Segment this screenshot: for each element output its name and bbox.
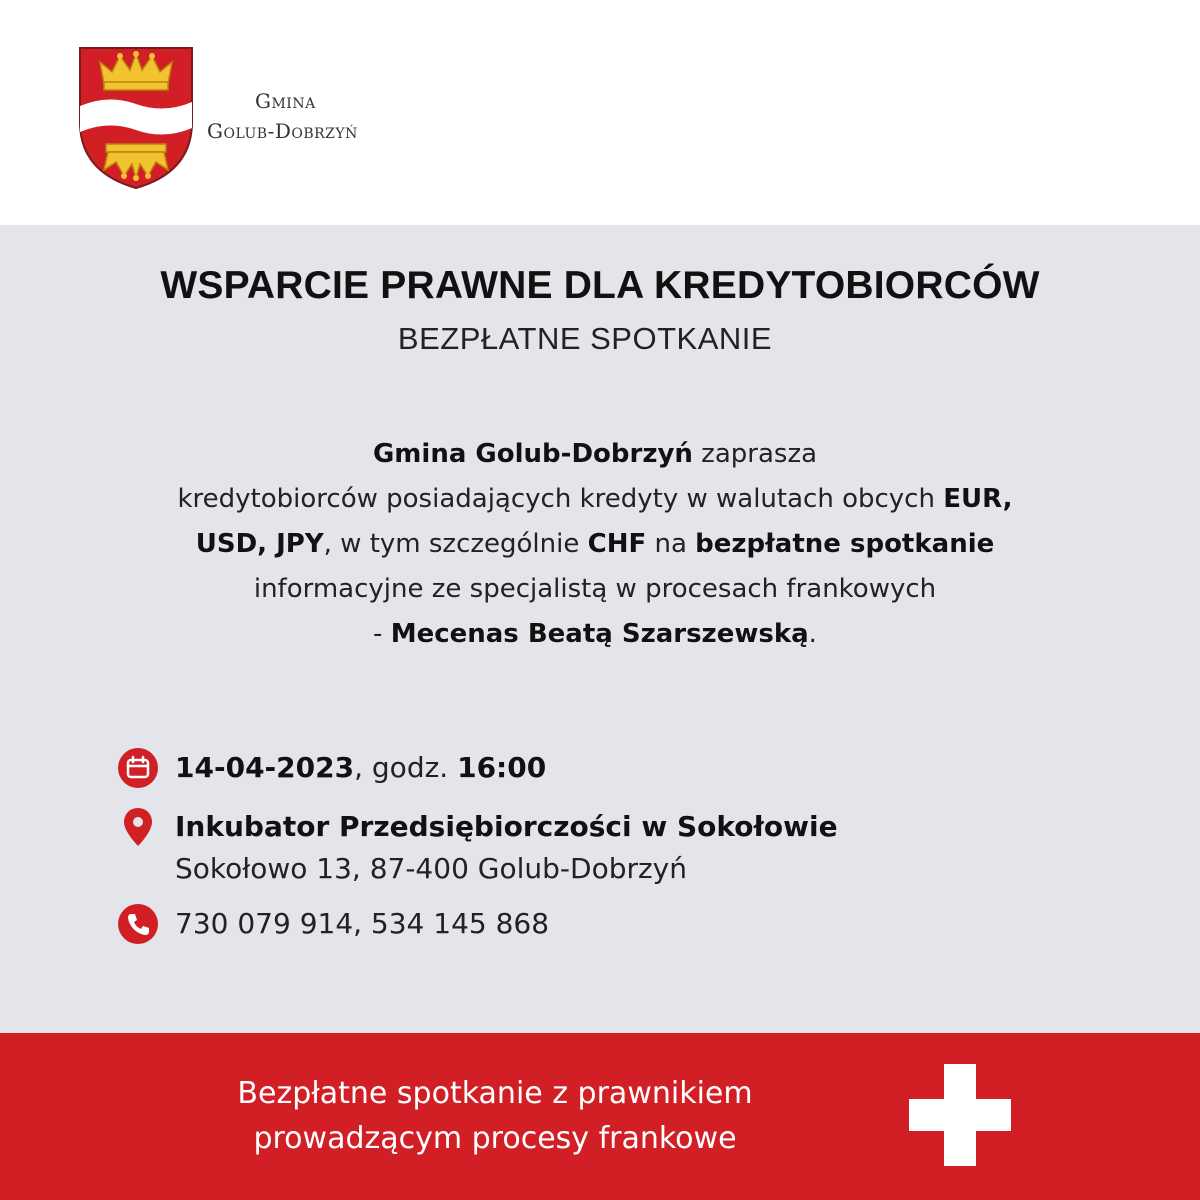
currency-mention: EUR, bbox=[943, 484, 1013, 514]
phone-numbers: 730 079 914, 534 145 868 bbox=[175, 907, 550, 940]
invitation-part: kredytobiorców posiadających kredyty w walutach obcych bbox=[177, 484, 944, 514]
date-value: 14-04-2023 bbox=[175, 751, 355, 784]
page-subtitle: BEZPŁATNE SPOTKANIE bbox=[397, 321, 773, 356]
invitation-part: informacyjne ze specjalistą w procesach frankowych bbox=[253, 574, 937, 604]
org-name-line1: Gmina bbox=[255, 89, 316, 113]
org-name bbox=[207, 86, 358, 146]
lawyer-name: Mecenas Beatą Szarszewską bbox=[390, 619, 809, 649]
invitation-text bbox=[40, 432, 1150, 657]
event-date bbox=[175, 747, 546, 789]
invitation-part: zaprasza bbox=[692, 439, 818, 469]
venue-address: Sokołowo 13, 87-400 Golub-Dobrzyń bbox=[175, 852, 687, 885]
org-name-line2: Golub-Dobrzyń bbox=[207, 119, 358, 143]
footer-line1: Bezpłatne spotkanie z prawnikiem bbox=[237, 1076, 753, 1111]
invitation-part: , w tym szczególnie bbox=[323, 529, 588, 559]
meeting-mention: bezpłatne spotkanie bbox=[695, 529, 995, 559]
time-prefix: , godz. bbox=[354, 751, 458, 784]
currency-mention: CHF bbox=[587, 529, 647, 559]
currency-mention: USD, JPY bbox=[195, 529, 324, 559]
invitation-part: na bbox=[646, 529, 696, 559]
plus-cross-icon bbox=[909, 1064, 1011, 1166]
map-pin-icon bbox=[117, 806, 159, 848]
invitation-part: . bbox=[808, 619, 817, 649]
header bbox=[0, 0, 1200, 225]
org-mention: Gmina Golub-Dobrzyń bbox=[372, 439, 693, 469]
invitation-part: - bbox=[373, 619, 391, 649]
calendar-icon bbox=[117, 747, 159, 789]
event-place-row bbox=[117, 806, 838, 890]
phone-icon bbox=[117, 903, 159, 945]
page-title: WSPARCIE PRAWNE DLA KREDYTOBIORCÓW bbox=[160, 264, 1040, 307]
event-place bbox=[175, 806, 838, 890]
time-value: 16:00 bbox=[457, 751, 547, 784]
footer-line2: prowadzącym procesy frankowe bbox=[253, 1121, 737, 1156]
event-date-row bbox=[117, 747, 546, 789]
footer-text bbox=[190, 1071, 800, 1161]
venue-name: Inkubator Przedsiębiorczości w Sokołowie bbox=[175, 810, 838, 843]
coat-of-arms-icon bbox=[74, 44, 198, 190]
event-phone-row bbox=[117, 903, 549, 945]
